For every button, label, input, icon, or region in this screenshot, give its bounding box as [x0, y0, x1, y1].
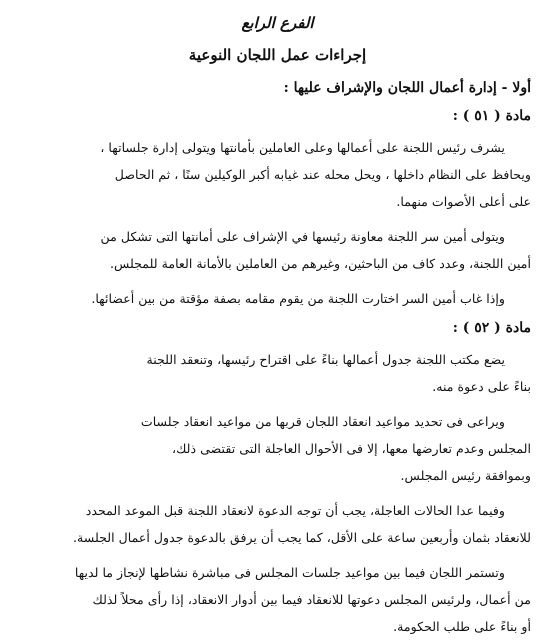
article-52-paragraph-2 — [24, 408, 531, 489]
text-line: وتستمر اللجان فيما بين مواعيد جلسات المجلس فى مباشرة نشاطها لإنجاز ما لديها — [74, 565, 505, 580]
text-line: ويحافظ على النظام داخلها ، ويحل محله عند غيابه أكبر الوكيلين سنًا ، ثم الحاصل — [114, 167, 531, 182]
text-line: وبموافقة رئيس المجلس. — [400, 468, 531, 483]
article-52-heading: مادة ( ٥٢ ) : — [452, 320, 531, 336]
text-line: أمين اللجنة، وعدد كاف من الباحثين، وغيرهم من العاملين بالأمانة العامة للمجلس. — [109, 256, 531, 271]
text-line: المجلس وعدم تعارضها معها، إلا فى الأحوال العاجلة التى تقتضى ذلك، — [172, 441, 531, 456]
branch-title: الفرع الرابع — [241, 14, 314, 32]
article-51-paragraph-3 — [24, 285, 531, 312]
text-line: على أعلى الأصوات منهما. — [396, 194, 531, 209]
chapter-title: إجراءات عمل اللجان النوعية — [188, 46, 367, 64]
text-line: وإذا غاب أمين السر اختارت اللجنة من يقوم مقامه بصفة مؤقتة من بين أعضائها. — [91, 291, 505, 306]
text-line: يشرف رئيس اللجنة على أعمالها وعلى العاملين بأمانتها ويتولى إدارة جلساتها ، — [100, 140, 505, 155]
text-line: يضع مكتب اللجنة جدول أعمالها بناءً على اقتراح رئيسها، وتنعقد اللجنة — [146, 352, 505, 367]
text-line: أو بناءً على طلب الحكومة. — [393, 619, 531, 634]
article-51-paragraph-1 — [24, 134, 531, 215]
text-line: ويتولى أمين سر اللجنة معاونة رئيسها في الإشراف على أمانتها التى تشكل من — [100, 229, 505, 244]
text-line: للانعقاد بثمان وأربعين ساعة على الأقل، كما يجب أن يرفق بالدعوة جدول أعمال الجلسة. — [72, 530, 531, 545]
article-52-paragraph-4 — [24, 559, 531, 640]
text-line: وفيما عدا الحالات العاجلة، يجب أن توجه الدعوة لانعقاد اللجنة قبل الموعد المحدد — [85, 503, 505, 518]
article-51-heading: مادة ( ٥١ ) : — [452, 108, 531, 124]
article-52-paragraph-3 — [24, 497, 531, 551]
text-line: ويراعى فى تحديد مواعيد انعقاد اللجان قربها من مواعيد انعقاد جلسات — [140, 414, 505, 429]
article-51-paragraph-2 — [24, 223, 531, 277]
text-line: من أعمال، ولرئيس المجلس دعوتها للانعقاد فيما بين أدوار الانعقاد، إذا رأى محلاً لذلك — [92, 592, 531, 607]
section-heading: أولا - إدارة أعمال اللجان والإشراف عليها : — [283, 80, 531, 96]
text-line: بناءً على دعوة منه. — [432, 379, 531, 394]
article-52-paragraph-1 — [24, 346, 531, 400]
